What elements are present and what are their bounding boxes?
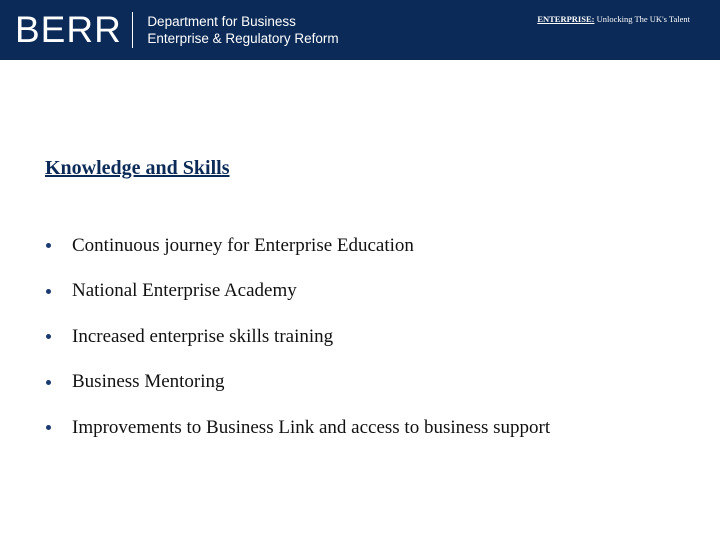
bullet-text: Business Mentoring: [72, 371, 225, 393]
bullet-text: Increased enterprise skills training: [72, 325, 334, 347]
tagline-rest: Unlocking The UK's Talent: [596, 14, 690, 24]
logo-line-2: Enterprise & Regulatory Reform: [147, 31, 339, 46]
logo-divider: [132, 12, 134, 48]
logo-mark: BERR: [15, 9, 122, 50]
logo-text: [147, 13, 338, 47]
slide-heading: Knowledge and Skills: [45, 157, 230, 179]
bullet-text: Continuous journey for Enterprise Education: [72, 234, 414, 256]
bullet-icon: [46, 380, 51, 385]
bullet-item: [45, 223, 550, 269]
bullet-text: Improvements to Business Link and access to business support: [72, 416, 551, 438]
bullet-item: [45, 314, 550, 360]
berr-logo: [15, 8, 339, 52]
tagline: [537, 14, 690, 24]
header-bar: [0, 0, 720, 60]
logo-line-1: Department for Business: [147, 14, 296, 29]
bullet-item: [45, 360, 550, 406]
bullet-icon: [46, 334, 51, 339]
tagline-bold: ENTERPRISE:: [537, 14, 595, 24]
bullet-icon: [46, 243, 51, 248]
bullet-text: National Enterprise Academy: [72, 280, 297, 302]
bullet-item: [45, 269, 550, 315]
bullet-item: [45, 405, 550, 451]
bullet-icon: [46, 289, 51, 294]
bullet-list: [45, 223, 550, 451]
bullet-icon: [46, 425, 51, 430]
